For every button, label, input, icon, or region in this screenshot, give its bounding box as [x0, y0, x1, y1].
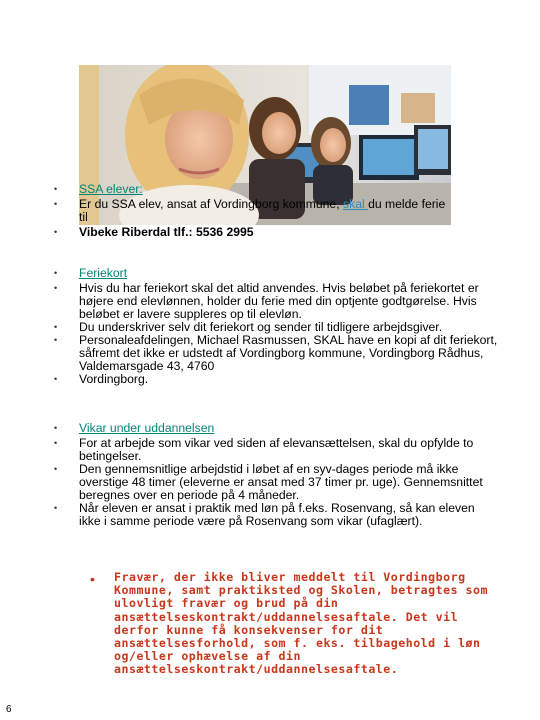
bullet-icon: • [54, 268, 58, 278]
feriekort-section [0, 267, 540, 386]
ssa-text-cont: til [79, 210, 88, 224]
feriekort-text-1: Hvis du har feriekort skal det altid anvendes. Hvis beløbet på feriekortet er højere end elevlønnen, holder du ferie med din optjente godtgørelse. Hvis beløbet er lavere suppleres op til elevløn. [79, 281, 479, 321]
page-number: 6 [6, 704, 12, 715]
list-item [0, 226, 540, 239]
bullet-icon: • [54, 503, 58, 513]
feriekort-text-2: Du underskriver selv dit feriekort og sender til tidligere arbejdsgiver. [79, 320, 443, 334]
ssa-text-start: Er du SSA elev, ansat af Vordingborg kommune, [79, 197, 343, 211]
vikar-text-2: Den gennemsnitlige arbejdstid i løbet af en syv-dages periode må ikke overstige 48 timer (eleverne er ansat med 37 timer pr. uge). Gennemsnittet beregnes over en periode på 4 måneder. [79, 462, 483, 502]
list-item [0, 373, 540, 386]
list-item [0, 198, 540, 224]
list-item [0, 282, 540, 321]
list-item [0, 437, 540, 463]
skal-link[interactable]: skal [343, 197, 369, 211]
bullet-icon: • [54, 464, 58, 474]
bullet-icon: • [54, 184, 58, 194]
bullet-icon: • [54, 374, 58, 384]
ssa-heading[interactable]: SSA elever: [79, 182, 143, 196]
bullet-icon: • [54, 227, 58, 237]
list-item [0, 463, 540, 502]
bullet-icon: • [54, 283, 58, 293]
bullet-icon: • [54, 335, 58, 345]
bullet-icon: • [54, 322, 58, 332]
bullet-icon: • [54, 423, 58, 433]
feriekort-text-3: Personaleafdelingen, Michael Rasmussen, SKAL have en kopi af dit feriekort, såfremt det ikke er udstedt af Vordingborg kommune, Vordingborg Rådhus, Valdemarsgade 43, 4760 [79, 333, 498, 373]
list-item [0, 502, 540, 528]
bullet-icon: • [90, 571, 95, 587]
list-item [0, 422, 540, 435]
list-item [0, 183, 540, 196]
ssa-section [0, 183, 540, 239]
list-item [0, 267, 540, 280]
ssa-text [79, 198, 499, 224]
absence-warning-text: Fravær, der ikke bliver meddelt til Vordingborg Kommune, samt praktiksted og Skolen, betragtes som ulovligt fravær og brud på din ansættelseskontrakt/uddannelsesaftale. Det vil derfor kunne få konsekvenser for dit ansættelsesforhold, som f. eks. tilbagehold i løn og/eller ophævelse af din ansættelseskontrakt/uddannelsesaftale. [114, 570, 489, 677]
ssa-text-end: du melde ferie [368, 197, 446, 211]
vikar-text-3: Når eleven er ansat i praktik med løn på f.eks. Rosenvang, så kan eleven ikke i samme periode være på Rosenvang som vikar (ufaglært). [79, 501, 475, 528]
vikar-section [0, 422, 540, 528]
bullet-icon: • [54, 199, 58, 209]
feriekort-text-4: Vordingborg. [79, 372, 149, 386]
feriekort-heading[interactable]: Feriekort [79, 266, 128, 280]
bullet-icon: • [54, 438, 58, 448]
list-item [0, 334, 540, 373]
absence-warning [90, 571, 510, 677]
vikar-heading[interactable]: Vikar under uddannelsen [79, 421, 215, 435]
vikar-text-1: For at arbejde som vikar ved siden af elevansættelsen, skal du opfylde to betingelser. [79, 436, 474, 463]
ssa-contact: Vibeke Riberdal tlf.: 5536 2995 [79, 225, 254, 239]
